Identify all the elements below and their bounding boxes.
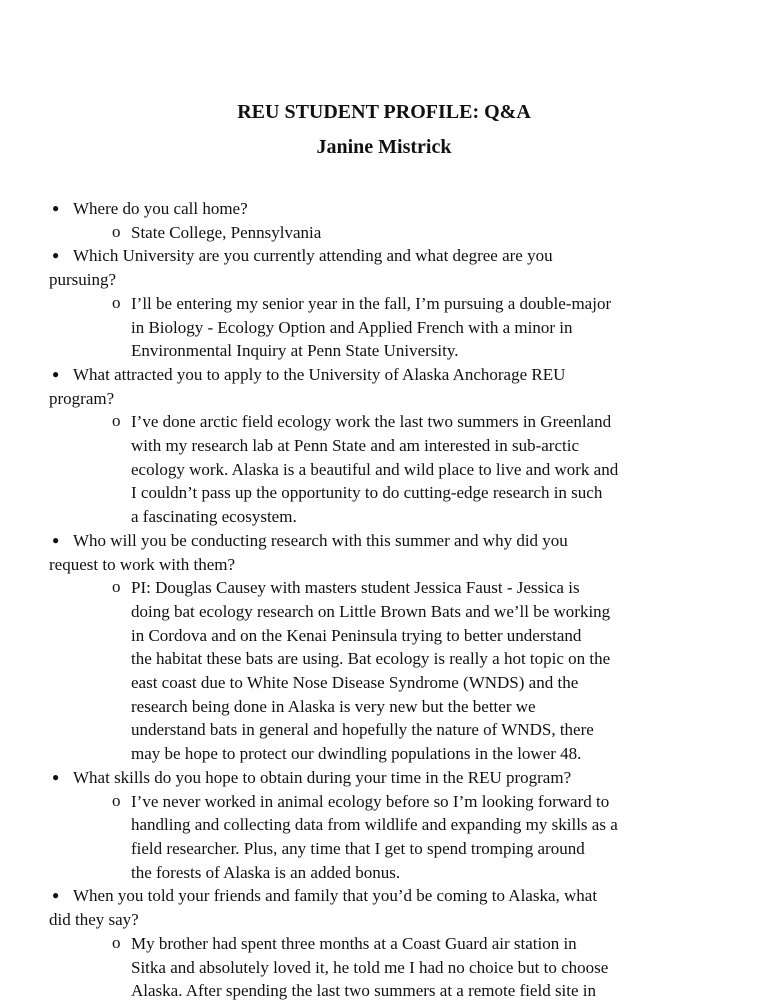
answer-line: in Cordova and on the Kenai Peninsula trying to better understand — [131, 625, 582, 645]
answer-line: State College, Pennsylvania — [131, 222, 322, 242]
answer-line: Alaska. After spending the last two summers at a remote field site in — [131, 981, 597, 1001]
answer — [0, 576, 768, 766]
answer-line: research being done in Alaska is very new but the better we — [131, 696, 536, 716]
qa-list — [0, 197, 768, 1003]
answer-line: I’ve done arctic field ecology work the last two summers in Greenland — [131, 412, 612, 432]
question-line: When you told your friends and family that you’d be coming to Alaska, what — [73, 886, 598, 906]
bullet-icon: ● — [52, 532, 60, 547]
answer-line: Sitka and absolutely loved it, he told me I had no choice but to choose — [131, 957, 609, 977]
question-line: did they say? — [49, 910, 139, 930]
answer — [0, 221, 768, 245]
question — [0, 197, 768, 221]
answer — [0, 790, 768, 885]
question-line: Where do you call home? — [73, 199, 248, 218]
bullet-icon: ● — [52, 248, 60, 263]
answer-line: I’ll be entering my senior year in the fall, I’m pursuing a double-major — [131, 293, 612, 313]
answer-line: with my research lab at Penn State and am interested in sub-arctic — [131, 436, 579, 456]
question-line: Which University are you currently attending and what degree are you — [73, 246, 553, 266]
question-line: program? — [49, 388, 115, 408]
answer-line: handling and collecting data from wildlife and expanding my skills as a — [131, 815, 618, 835]
answer-line: I couldn’t pass up the opportunity to do cutting-edge research in such — [131, 483, 603, 503]
answer-line: PI: Douglas Causey with masters student Jessica Faust - Jessica is — [131, 578, 580, 598]
answer-line: east coast due to White Nose Disease Syndrome (WNDS) and the — [131, 673, 579, 693]
sub-bullet-icon: o — [112, 577, 121, 597]
question — [0, 884, 768, 931]
answer-line: the habitat these bats are using. Bat ecology is really a hot topic on the — [131, 649, 611, 669]
answer-line: ecology work. Alaska is a beautiful and wild place to live and work and — [131, 459, 619, 479]
question-line: pursuing? — [49, 270, 117, 290]
answer-line: doing bat ecology research on Little Brown Bats and we’ll be working — [131, 601, 611, 621]
answer-line: in Biology - Ecology Option and Applied French with a minor in — [131, 317, 573, 337]
question — [0, 766, 768, 790]
answer-line: Environmental Inquiry at Penn State University. — [131, 341, 459, 361]
answer-line: understand bats in general and hopefully the nature of WNDS, there — [131, 720, 594, 740]
answer-line: a fascinating ecosystem. — [131, 507, 297, 527]
bullet-icon: ● — [52, 201, 60, 215]
document-title: REU STUDENT PROFILE: Q&A — [237, 101, 531, 123]
sub-bullet-icon: o — [112, 932, 121, 952]
question — [0, 529, 768, 576]
answer — [0, 292, 768, 363]
answer — [0, 410, 768, 529]
question — [0, 244, 768, 291]
question-line: What attracted you to apply to the University of Alaska Anchorage REU — [73, 364, 566, 384]
sub-bullet-icon: o — [112, 221, 121, 241]
sub-bullet-icon: o — [112, 790, 121, 810]
answer — [0, 932, 768, 1003]
bullet-icon: ● — [52, 366, 60, 381]
answer-line: My brother had spent three months at a Coast Guard air station in — [131, 933, 577, 953]
question — [0, 363, 768, 410]
question-line: request to work with them? — [49, 554, 236, 574]
sub-bullet-icon: o — [112, 411, 121, 431]
question-line: What skills do you hope to obtain during your time in the REU program? — [73, 767, 572, 787]
bullet-icon: ● — [52, 769, 60, 784]
question-line: Who will you be conducting research with this summer and why did you — [73, 530, 568, 550]
answer-line: the forests of Alaska is an added bonus. — [131, 862, 401, 882]
answer-line: field researcher. Plus, any time that I get to spend tromping around — [131, 838, 585, 858]
answer-line: may be hope to protect our dwindling populations in the lower 48. — [131, 744, 582, 764]
student-name: Janine Mistrick — [316, 136, 452, 158]
answer-line: I’ve never worked in animal ecology before so I’m looking forward to — [131, 791, 610, 811]
sub-bullet-icon: o — [112, 292, 121, 312]
bullet-icon: ● — [52, 888, 60, 903]
